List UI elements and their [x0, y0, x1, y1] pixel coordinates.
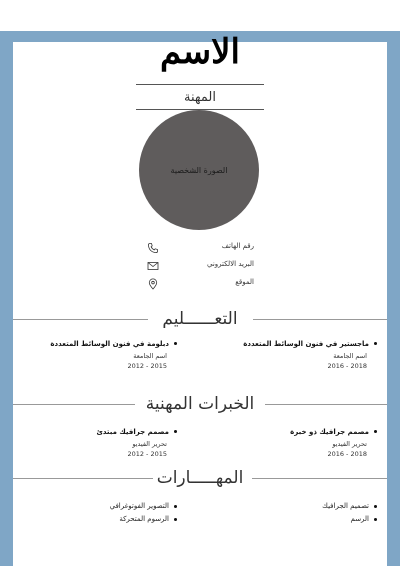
person-name: الاسم	[160, 32, 240, 72]
experience-role-1: مصمم جرافيك ذو خبرة	[290, 428, 369, 436]
skill-item: التصوير الفوتوغرافي	[109, 502, 169, 510]
education-years-1: 2016 - 2018	[327, 362, 367, 370]
experience-years-1: 2016 - 2018	[327, 450, 367, 458]
photo-label: الصورة الشخصية	[170, 165, 228, 175]
education-degree-2: دبلومة في فنون الوسائط المتعددة	[50, 340, 169, 348]
experience-title: الخبرات المهنية	[145, 394, 255, 414]
website-label: الموقع	[235, 278, 254, 286]
experience-years-2: 2012 - 2015	[127, 450, 167, 458]
bullet	[174, 342, 177, 345]
skill-item: الرسوم المتحركة	[119, 515, 169, 523]
bullet	[374, 518, 377, 521]
bullet	[374, 430, 377, 433]
education-place-2: اسم الجامعة	[133, 352, 167, 360]
bullet	[374, 505, 377, 508]
skills-title: المهـــــارات	[156, 468, 244, 488]
bullet	[174, 518, 177, 521]
education-degree-1: ماجستير في فنون الوسائط المتعددة	[243, 340, 369, 348]
email-label: البريد الالكتروني	[207, 260, 254, 268]
bullet	[174, 505, 177, 508]
education-years-2: 2012 - 2015	[127, 362, 167, 370]
skill-item: تصميم الجرافيك	[322, 502, 369, 510]
phone-label: رقم الهاتف	[221, 242, 254, 250]
education-title: التعــــــليم	[162, 309, 238, 329]
bullet	[174, 430, 177, 433]
bullet	[374, 342, 377, 345]
title-rule-top	[136, 84, 264, 85]
experience-org-2: تحرير الفيديو	[132, 440, 167, 448]
profile-photo	[139, 110, 259, 230]
job-title: المهنة	[184, 90, 216, 105]
experience-role-2: مصمم جرافيك مبتدئ	[96, 428, 169, 436]
top-margin	[0, 0, 400, 31]
experience-org-1: تحرير الفيديو	[332, 440, 367, 448]
education-place-1: اسم الجامعة	[333, 352, 367, 360]
skill-item: الرسم	[350, 515, 369, 523]
